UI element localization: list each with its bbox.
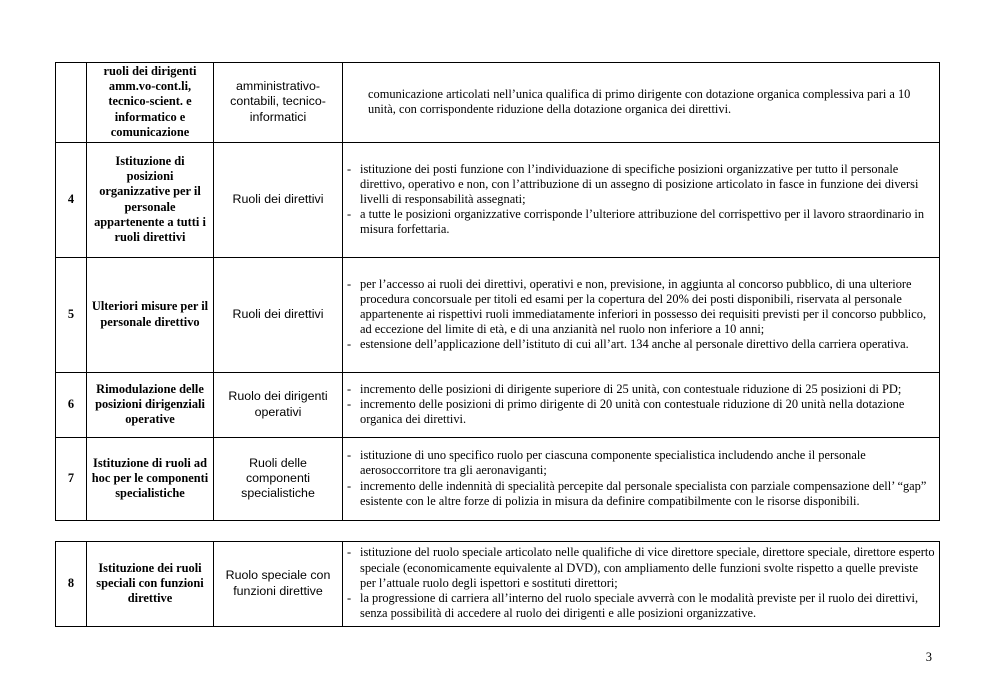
row-description bbox=[343, 258, 940, 373]
row-title: Istituzione dei ruoli speciali con funzioni direttive bbox=[87, 542, 214, 627]
table-row bbox=[56, 258, 940, 373]
list-item-text: estensione dell’applicazione dell’istituto di cui all’art. 134 anche al personale direttivo della carriera operativa. bbox=[360, 337, 909, 352]
list-item bbox=[347, 382, 935, 397]
row-description bbox=[343, 542, 940, 627]
row-title: Istituzione di posizioni organizzative per il personale appartenente a tutti i ruoli direttivi bbox=[87, 143, 214, 258]
row-role: Ruolo speciale con funzioni direttive bbox=[214, 542, 343, 627]
bullet: - bbox=[347, 381, 352, 396]
row-description bbox=[343, 373, 940, 438]
bullet: - bbox=[347, 545, 352, 560]
row-title: Ulteriori misure per il personale direttivo bbox=[87, 258, 214, 373]
bullet: - bbox=[347, 337, 352, 352]
bullet: - bbox=[347, 591, 352, 606]
table-row bbox=[56, 542, 940, 627]
list-item bbox=[347, 591, 935, 621]
row-number: 7 bbox=[56, 438, 87, 521]
bullet: - bbox=[347, 276, 352, 291]
row-title: ruoli dei dirigenti amm.vo-cont.li, tecnico-scient. e informatico e comunicazione bbox=[87, 63, 214, 143]
row-role: Ruolo dei dirigenti operativi bbox=[214, 373, 343, 438]
row-description bbox=[343, 63, 940, 143]
page-number: 3 bbox=[925, 650, 932, 664]
list-item bbox=[347, 337, 935, 352]
row-number: 8 bbox=[56, 542, 87, 627]
bullet: - bbox=[347, 161, 352, 176]
list-item bbox=[347, 479, 935, 509]
bullet: - bbox=[347, 396, 352, 411]
list-item-text: a tutte le posizioni organizzative corrisponde l’ulteriore attribuzione del corrispettivo per il lavoro straordinario in misura forfettaria. bbox=[360, 207, 925, 237]
list-item-text: incremento delle indennità di specialità percepite dal personale specialista con parziale compensazione dell’ “gap” esistente con le altre forze di polizia in misura da definire compatibilmente con le risorse disponibili. bbox=[360, 478, 927, 508]
row-number bbox=[56, 63, 87, 143]
list-item-text: incremento delle posizioni di dirigente superiore di 25 unità, con contestuale riduzione di 25 posizioni di PD; bbox=[360, 381, 902, 396]
list-item bbox=[347, 207, 935, 237]
bullet: - bbox=[347, 448, 352, 463]
row-title: Rimodulazione delle posizioni dirigenziali operative bbox=[87, 373, 214, 438]
list-item-text: incremento delle posizioni di primo dirigente di 20 unità con contestuale riduzione di 20 unità nella dotazione organica dei direttivi. bbox=[360, 396, 905, 427]
list-item-text: la progressione di carriera all’interno del ruolo speciale avverrà con le modalità previste per il ruolo dei direttivi, senza possibilità di accedere al ruolo dei dirigenti e alle posizioni organizzative. bbox=[360, 591, 919, 621]
list-item-text: per l’accesso ai ruoli dei direttivi, operativi e non, previsione, in aggiunta al concorso pubblico, di una ulteriore procedura concorsuale per titoli ed esami per la copertura del 20% dei posti disponibili, riservata al personale appartenente ai rispettivi ruoli immediatamente inferiori in possesso dei requisiti previsti per il concorso pubblico, ad eccezione del limite di età, e di una anzianità nel ruolo non inferiore a 10 anni; bbox=[360, 276, 927, 337]
table-row bbox=[56, 143, 940, 258]
list-item bbox=[347, 397, 935, 427]
row-number: 4 bbox=[56, 143, 87, 258]
row-number: 5 bbox=[56, 258, 87, 373]
row-role: Ruoli dei direttivi bbox=[214, 143, 343, 258]
list-item-text: istituzione del ruolo speciale articolato nelle qualifiche di vice direttore speciale, direttore speciale, direttore esperto speciale (economicamente equivalente al DVD), con ampliamento delle funzioni svolte rispetto a quelle previste per l’attuale ruolo degli ispettori e sostituti direttori; bbox=[360, 545, 935, 590]
row-role: Ruoli delle componenti specialistiche bbox=[214, 438, 343, 521]
list-item bbox=[347, 545, 935, 591]
bullet: - bbox=[347, 478, 352, 493]
measures-table-continued bbox=[55, 541, 940, 627]
list-item bbox=[347, 162, 935, 208]
row-description bbox=[343, 143, 940, 258]
list-item-text: istituzione dei posti funzione con l’individuazione di specifiche posizioni organizzative per tutto il personale direttivo, operativo e non, con l’attribuzione di un assegno di posizione articolato in fasce in funzione dei diversi livelli di responsabilità assegnati; bbox=[360, 161, 919, 206]
row-title: Istituzione di ruoli ad hoc per le componenti specialistiche bbox=[87, 438, 214, 521]
bullet: - bbox=[347, 207, 352, 222]
row-role: amministrativo-contabili, tecnico-informatici bbox=[214, 63, 343, 143]
table-row bbox=[56, 438, 940, 521]
row-description bbox=[343, 438, 940, 521]
measures-table bbox=[55, 62, 940, 521]
row-number: 6 bbox=[56, 373, 87, 438]
list-item bbox=[347, 277, 935, 338]
table-row bbox=[56, 373, 940, 438]
table-row bbox=[56, 63, 940, 143]
description-text: comunicazione articolati nell’unica qualifica di primo dirigente con dotazione organica complessiva pari a 10 unità, con corrispondente riduzione della dotazione organica dei direttivi. bbox=[368, 86, 911, 116]
list-item bbox=[347, 448, 935, 478]
list-item-text: istituzione di uno specifico ruolo per ciascuna componente specialistica includendo anche il personale aerosoccorritore tra gli aeronaviganti; bbox=[360, 448, 866, 478]
row-role: Ruoli dei direttivi bbox=[214, 258, 343, 373]
